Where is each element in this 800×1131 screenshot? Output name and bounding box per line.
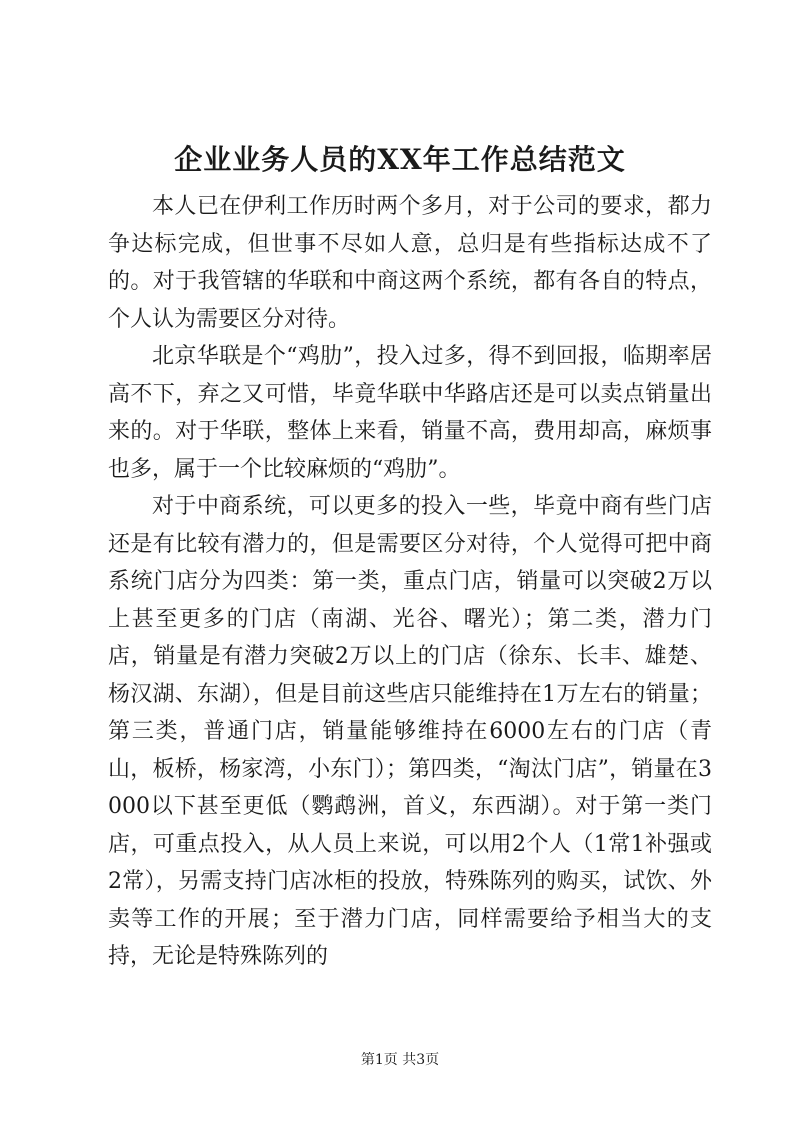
document-body (108, 188, 712, 976)
paragraph-intro: 本人已在伊利工作历时两个多月，对于公司的要求，都力争达标完成，但世事不尽如人意，总归是有些指标达成不了的。对于我管辖的华联和中商这两个系统，都有各自的特点，个人认为需要区分对待。 (108, 194, 712, 332)
document-title: 企业业务人员的XX年工作总结范文 (174, 143, 626, 176)
paragraph-hualian: 北京华联是个“鸡肋”，投入过多，得不到回报，临期率居高不下，弃之又可惜，毕竟华联中华路店还是可以卖点销量出来的。对于华联，整体上来看，销量不高，费用却高，麻烦事也多，属于一个比较麻烦的“鸡肋”。 (108, 344, 712, 482)
paragraph-zhongshang: 对于中商系统，可以更多的投入一些，毕竟中商有些门店还是有比较有潜力的，但是需要区分对待，个人觉得可把中商系统门店分为四类：第一类，重点门店，销量可以突破2万以上甚至更多的门店（南湖、光谷、曙光）；第二类，潜力门店，销量是有潜力突破2万以上的门店（徐东、长丰、雄楚、杨汉湖、东湖），但是目前这些店只能维持在1万左右的销量；第三类，普通门店，销量能够维持在6000左右的门店（青山，板桥，杨家湾，小东门）；第四类，“淘汰门店”，销量在3000以下甚至更低（鹦鹉洲，首义，东西湖）。对于第一类门店，可重点投入，从人员上来说，可以用2个人（1常1补强或2常），另需支持门店冰柜的投放，特殊陈列的购买，试饮、外卖等工作的开展；至于潜力门店，同样需要给予相当大的支持，无论是特殊陈列的 (108, 494, 712, 969)
page-number-footer: 第1页 共3页 (360, 1052, 440, 1068)
